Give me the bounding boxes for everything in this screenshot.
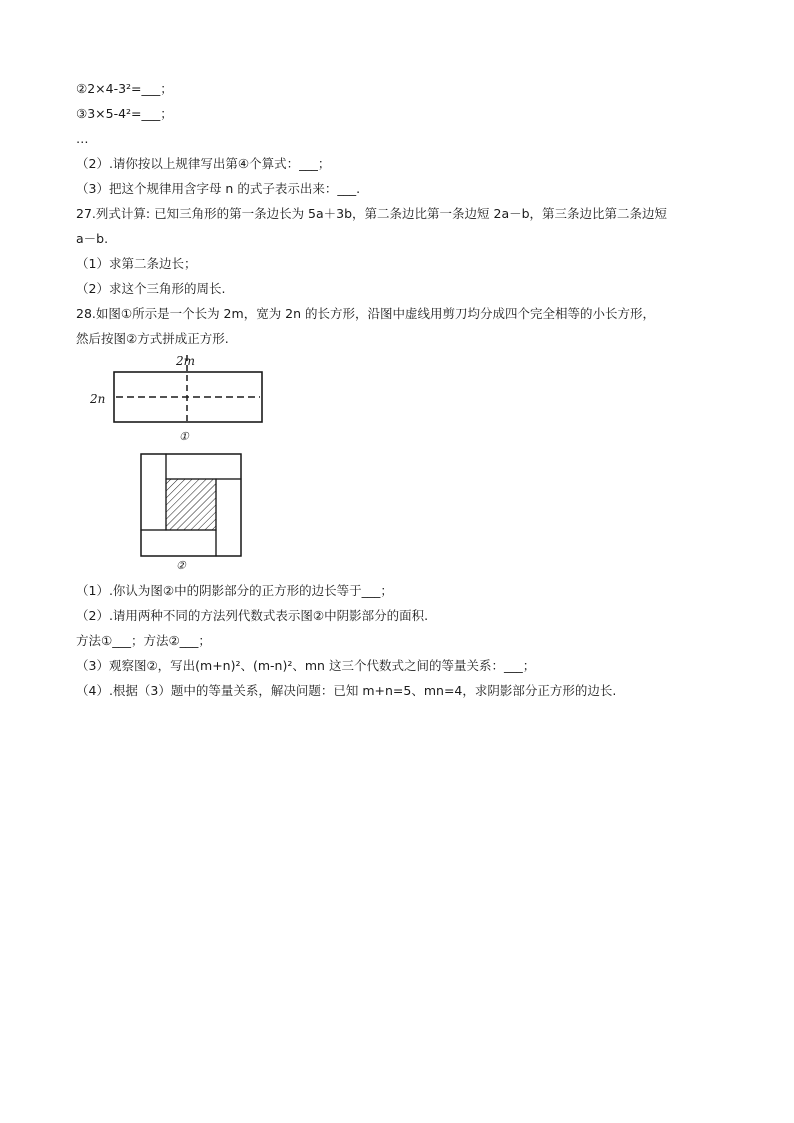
figure2-shaded-square [166, 479, 216, 530]
text-line: （2）求这个三角形的周长. [76, 281, 226, 296]
figure2-bottom-rect [141, 530, 216, 556]
text-line: （1）求第二条边长； [76, 256, 197, 271]
figure-2-square [136, 450, 246, 576]
text-line: ②2×4-3²=___； [76, 81, 173, 96]
problem-text-lower [76, 578, 726, 703]
text-line: （2）.请用两种不同的方法列代数式表示图②中阴影部分的面积. [76, 608, 429, 623]
text-line: 28.如图①所示是一个长为 2m，宽为 2n 的长方形，沿图中虚线用剪刀均分成四个完全相等的小长方形， [76, 306, 656, 321]
text-line: 方法①___；方法②___； [76, 633, 211, 648]
figure1-caption: ① [179, 430, 189, 443]
figure-1-rectangle [88, 352, 278, 448]
text-line: （2）.请你按以上规律写出第④个算式：___； [76, 156, 331, 171]
figure2-right-rect [216, 479, 241, 556]
text-line: （1）.你认为图②中的阴影部分的正方形的边长等于___； [76, 583, 393, 598]
text-line: 然后按图②方式拼成正方形. [76, 331, 229, 346]
text-line: （3）观察图②，写出(m+n)²、(m-n)²、mn 这三个代数式之间的等量关系：___； [76, 658, 536, 673]
text-line: （4）.根据（3）题中的等量关系，解决问题：已知 m+n=5、mn=4，求阴影部分正方形的边长. [76, 683, 617, 698]
figure2-top-rect [166, 454, 241, 479]
text-line: … [76, 131, 89, 146]
text-line: ③3×5-4²=___； [76, 106, 173, 121]
problem-text-upper [76, 76, 726, 351]
figure2-left-rect [141, 454, 166, 530]
text-line: 27.列式计算: 已知三角形的第一条边长为 5a＋3b，第二条边比第一条边短 2a－b，第三条边比第二条边短 [76, 206, 668, 221]
text-line: （3）把这个规律用含字母 n 的式子表示出来：___. [76, 181, 361, 196]
figure2-caption: ② [176, 559, 186, 572]
figure1-top-label: 2m [176, 354, 196, 368]
text-line: a－b. [76, 231, 109, 246]
figure1-side-label: 2n [90, 392, 106, 406]
